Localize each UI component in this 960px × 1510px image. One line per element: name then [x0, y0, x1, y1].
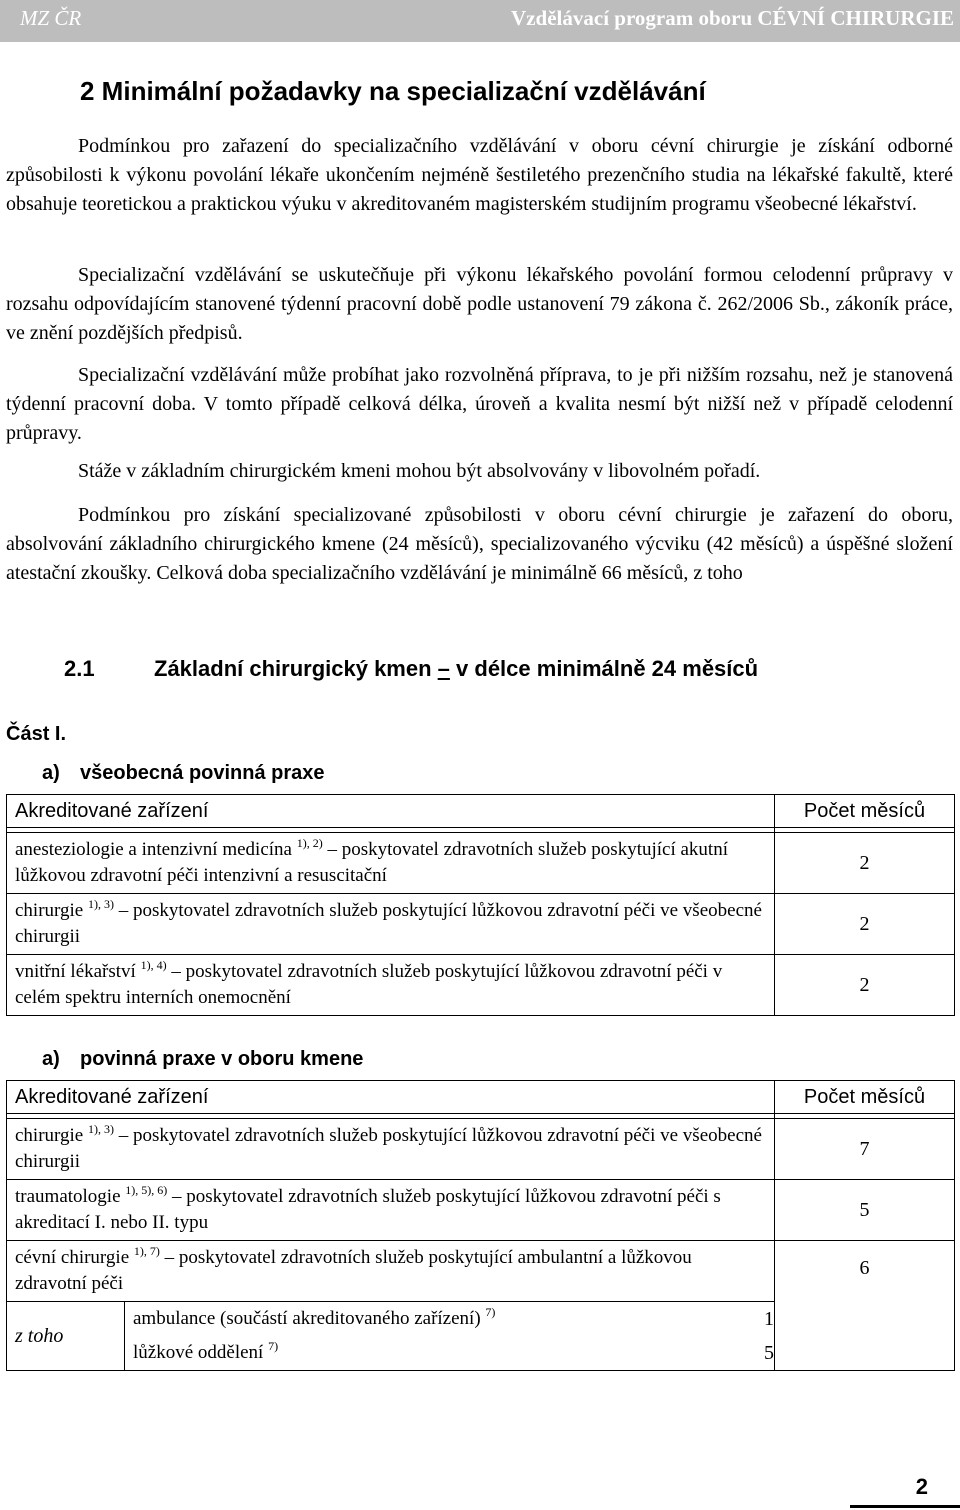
table1-col-months: Počet měsíců — [775, 795, 955, 828]
table1-heading: a) všeobecná povinná praxe — [42, 762, 325, 784]
header-program-title: Vzdělávací program oboru CÉVNÍ CHIRURGIE — [511, 6, 954, 30]
table-row: chirurgie $^{1), 3)}$ – poskytovatel zdravotních služeb poskytující lůžkovou zdravotní péči ve všeobecné chirurgii 2 — [7, 894, 955, 955]
paragraph-2: Specializační vzdělávání se uskutečňuje při výkonu lékařského povolání formou celodenní průpravy v rozsahu odpovídajícím stanovené týdenní pracovní době podle ustanovení 79 zákona č. 262/2006 Sb., zákoník práce, ve znění pozdějších předpisů. — [6, 264, 953, 344]
table2-col-facility: Akreditované zařízení — [7, 1081, 775, 1114]
table2-header-row — [7, 1081, 955, 1114]
list-item: ambulance (součástí akreditovaného zařízení) $^{7)}$ 1 — [133, 1305, 774, 1330]
section-title: 2 Minimální požadavky na specializační vzdělávání — [80, 76, 706, 106]
subsection-title: 2.1 Základní chirurgický kmen – v délce minimálně 24 měsíců — [64, 656, 759, 681]
table2-col-months: Počet měsíců — [775, 1081, 955, 1114]
paragraph-1: Podmínkou pro zařazení do specializačního vzdělávání v oboru cévní chirurgie je získání odborné způsobilosti k výkonu povolání lékaře ukončením nejméně šestiletého prezenčního studia na lékařské fakultě, které obsahuje teoretickou a praktickou výuku v akreditovaném magisterském studijním programu všeobecné lékařství. — [6, 135, 953, 215]
table1-col-facility: Akreditované zařízení — [7, 795, 775, 828]
ztoho-subtable — [133, 1302, 774, 1370]
table1-header-row — [7, 795, 955, 828]
table2-heading: a) povinná praxe v oboru kmene — [42, 1048, 364, 1070]
paragraph-5: Podmínkou pro získání specializované způsobilosti v oboru cévní chirurgie je zařazení do oboru, absolvování základního chirurgického kmene (24 měsíců), specializovaného výcviku (42 měsíců) a úspěšné složení atestační zkoušky. Celková doba specializačního vzdělávání je minimálně 66 měsíců, z toho — [6, 504, 953, 584]
part-label: Část I. — [6, 723, 67, 745]
paragraph-4: Stáže v základním chirurgickém kmeni mohou být absolvovány v libovolném pořadí. — [78, 460, 761, 482]
table-row: traumatologie $^{1), 5), 6)}$ – poskytovatel zdravotních služeb poskytující lůžkovou zdravotní péči s akreditací I. nebo II. typu 5 — [7, 1180, 955, 1241]
table-row: vnitřní lékařství $^{1), 4)}$ – poskytovatel zdravotních služeb poskytující lůžkovou zdravotní péči v celém spektru interních onemocnění 2 — [7, 955, 955, 1016]
page-number: 2 — [915, 1474, 928, 1499]
table1 — [6, 794, 955, 1016]
header-ministry: MZ ČR — [20, 6, 82, 30]
table2 — [6, 1080, 955, 1371]
footer-rule — [850, 1505, 960, 1508]
list-item: lůžkové oddělení $^{7)}$ 5 — [133, 1339, 774, 1364]
table-row: chirurgie $^{1), 3)}$ – poskytovatel zdravotních služeb poskytující lůžkovou zdravotní péči ve všeobecné chirurgii 7 — [7, 1119, 955, 1180]
ztoho-label: z toho — [7, 1302, 125, 1371]
table-row: cévní chirurgie $^{1), 7)}$ – poskytovatel zdravotních služeb poskytující ambulantní a lůžkovou zdravotní péči 6 — [7, 1241, 955, 1302]
paragraph-3: Specializační vzdělávání může probíhat jako rozvolněná příprava, to je při nižším rozsahu, než je stanovená týdenní pracovní doba. V tomto případě celková délka, úroveň a kvalita nesmí být nižší než v případě celodenní průpravy. — [6, 364, 953, 444]
page-header — [0, 0, 960, 42]
table-row: anesteziologie a intenzivní medicína $^{1), 2)}$ – poskytovatel zdravotních služeb poskytující akutní lůžkovou zdravotní péči intenzivní a resuscitační 2 — [7, 833, 955, 894]
